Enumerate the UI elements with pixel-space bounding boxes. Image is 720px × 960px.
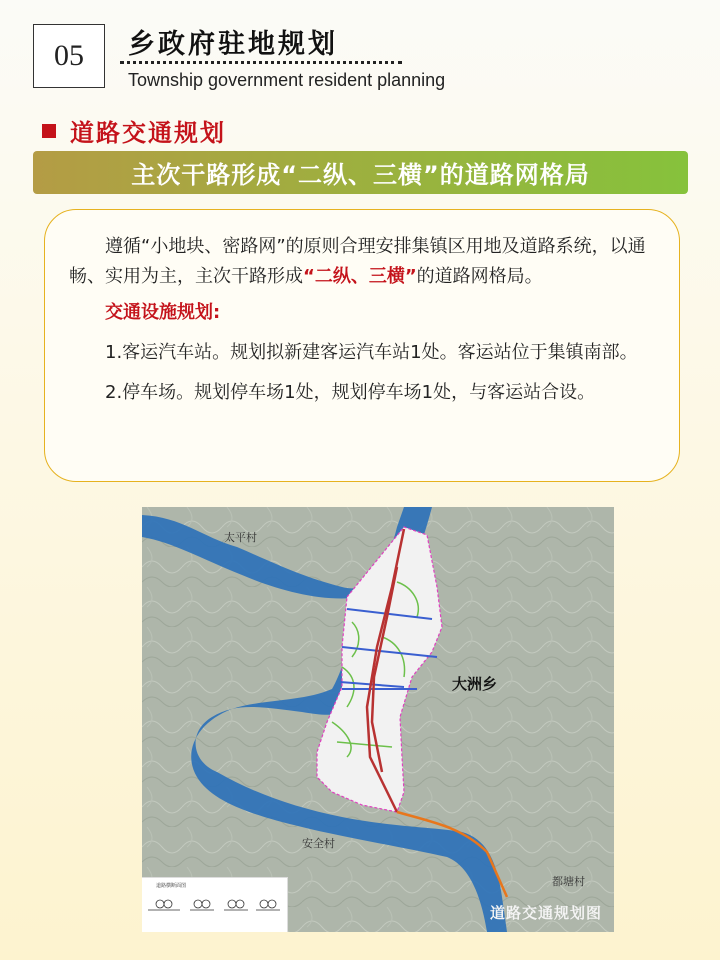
village-label-southeast: 都塘村 [552, 875, 585, 888]
road-planning-map [142, 507, 614, 932]
square-bullet-icon [42, 124, 56, 138]
page-header [0, 0, 720, 100]
section-banner [33, 151, 688, 194]
village-label-north: 太平村 [224, 531, 257, 544]
paragraph-text: 的道路网格局。 [416, 266, 543, 287]
list-item-bus-station: 1.客运汽车站。规划拟新建客运汽车站1处。客运站位于集镇南部。 [105, 342, 638, 363]
section-title: 道路交通规划 [70, 119, 226, 147]
page-subtitle: Township government resident planning [128, 70, 446, 90]
village-label-south: 安全村 [302, 837, 335, 850]
highlight-text: “二纵、三横” [303, 266, 417, 287]
legend-title: 道路横断面图 [156, 883, 187, 889]
paragraph-text: 遵循“小地块、密路网”的原则合理安排集镇区用地及道路系统，以通畅、实用为主，主次干路形成 [69, 236, 646, 287]
description-box [44, 209, 680, 482]
page-title: 乡政府驻地规划 [128, 29, 338, 60]
dotted-divider [120, 61, 402, 64]
township-label: 大洲乡 [452, 675, 498, 693]
road-cross-section-legend [142, 877, 288, 932]
section-heading [42, 113, 226, 148]
list-item-parking: 2.停车场。规划停车场1处，规划停车场1处，与客运站合设。 [105, 382, 596, 403]
map-graphic [142, 507, 614, 932]
banner-text: 主次干路形成“二纵、三横”的道路网格局 [131, 161, 590, 189]
section-number: 05 [33, 24, 105, 88]
paragraph-road-network [69, 232, 651, 292]
subheading-transport-facilities: 交通设施规划: [105, 302, 221, 323]
map-caption: 道路交通规划图 [489, 904, 602, 922]
